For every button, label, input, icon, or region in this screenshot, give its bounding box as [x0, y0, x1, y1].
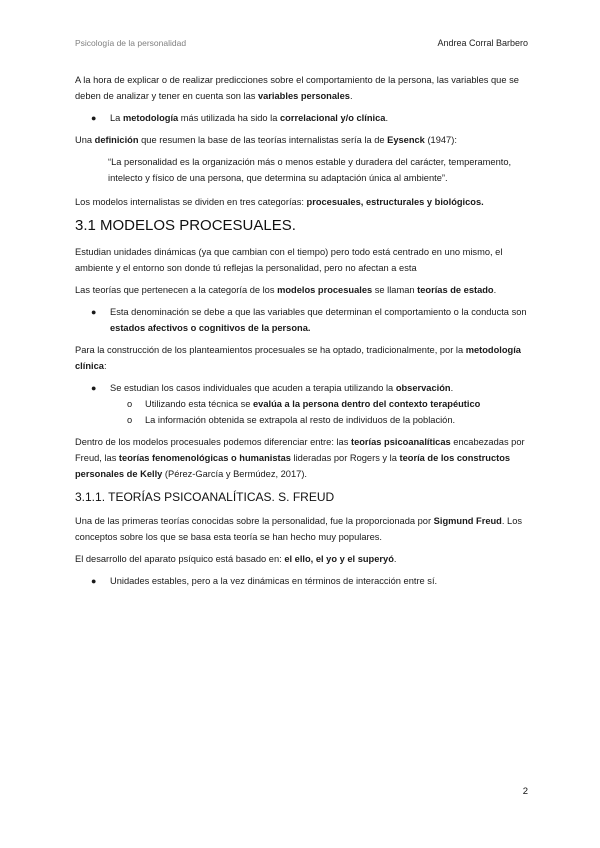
bullet-list	[75, 380, 530, 428]
methodology-paragraph: Para la construcción de los planteamientos procesuales se ha optado, tradicionalmente, por la metodología clínica:	[75, 345, 521, 371]
psychic-apparatus-paragraph: El desarrollo del aparato psíquico está basado en: el ello, el yo y el superyó.	[75, 554, 397, 564]
definition-paragraph: Una definición que resumen la base de las teorías internalistas sería la de Eysenck (1947):	[75, 135, 457, 145]
section-heading: 3.1 MODELOS PROCESUALES.	[75, 217, 296, 234]
page-header	[75, 38, 528, 52]
bullet-list	[75, 110, 530, 126]
bullet-icon: ●	[91, 576, 97, 586]
units-paragraph: Estudian unidades dinámicas (ya que cambian con el tiempo) pero todo está centrado en uno mismo, el ambiente y el entorno son donde tú reflejas la personalidad, pero no afectan a esta	[75, 247, 503, 273]
bullet-icon: ●	[91, 113, 97, 123]
header-author: Andrea Corral Barbero	[437, 38, 528, 48]
freud-paragraph: Una de las primeras teorías conocidas sobre la personalidad, fue la proporcionada por Sigmund Freud. Los conceptos sobre los que se basa esta teoría se han hecho muy populares.	[75, 516, 523, 542]
page-number: 2	[522, 786, 528, 797]
theories-paragraph: Las teorías que pertenecen a la categoría de los modelos procesuales se llaman teorías de estado.	[75, 285, 497, 295]
models-paragraph: Dentro de los modelos procesuales podemos diferenciar entre: las teorías psicoanalíticas encabezadas por Freud, las teorías fenomenológicas o humanistas lideradas por Rogers y la teoría de los constructos personales de Kelly (Pérez-García y Bermúdez, 2017).	[75, 437, 525, 479]
header-course-title: Psicología de la personalidad	[75, 38, 187, 48]
bullet-icon: ●	[91, 307, 97, 317]
list-item: ● Unidades estables, pero a la vez dinámicas en términos de interacción entre sí.	[75, 573, 530, 589]
sub-list-item: o La información obtenida se extrapola al resto de individuos de la población.	[75, 412, 530, 428]
bullet-icon: ●	[91, 383, 97, 393]
bullet-list	[75, 304, 530, 336]
sub-bullet-icon: o	[127, 415, 133, 425]
sub-bullet-icon: o	[127, 399, 133, 409]
eysenck-quote: “La personalidad es la organización más o menos estable y duradera del carácter, temperamento, intelecto y físico de una persona, que determina su adaptación única al ambiente”.	[108, 157, 512, 183]
intro-paragraph: A la hora de explicar o de realizar predicciones sobre el comportamiento de la persona, las variables que se deben de analizar y tener en cuenta son las variables personales.	[75, 75, 519, 101]
list-item: ● La metodología más utilizada ha sido la correlacional y/o clínica.	[75, 110, 530, 126]
page-body	[75, 72, 530, 595]
categories-paragraph: Los modelos internalistas se dividen en tres categorías: procesuales, estructurales y biológicos.	[75, 197, 484, 207]
subsection-heading: 3.1.1. TEORÍAS PSICOANALÍTICAS. S. FREUD	[75, 490, 335, 504]
bullet-list	[75, 573, 530, 589]
list-item: ● Se estudian los casos individuales que acuden a terapia utilizando la observación. o Utilizando esta técnica se evalúa a la persona dentro del contexto terapéutico o La información obtenida se extrapola al resto de individuos de la población.	[75, 380, 530, 428]
sub-list-item: o Utilizando esta técnica se evalúa a la persona dentro del contexto terapéutico	[75, 396, 530, 412]
sub-list	[110, 396, 530, 428]
list-item: ● Esta denominación se debe a que las variables que determinan el comportamiento o la conducta son estados afectivos o cognitivos de la persona.	[75, 304, 530, 336]
